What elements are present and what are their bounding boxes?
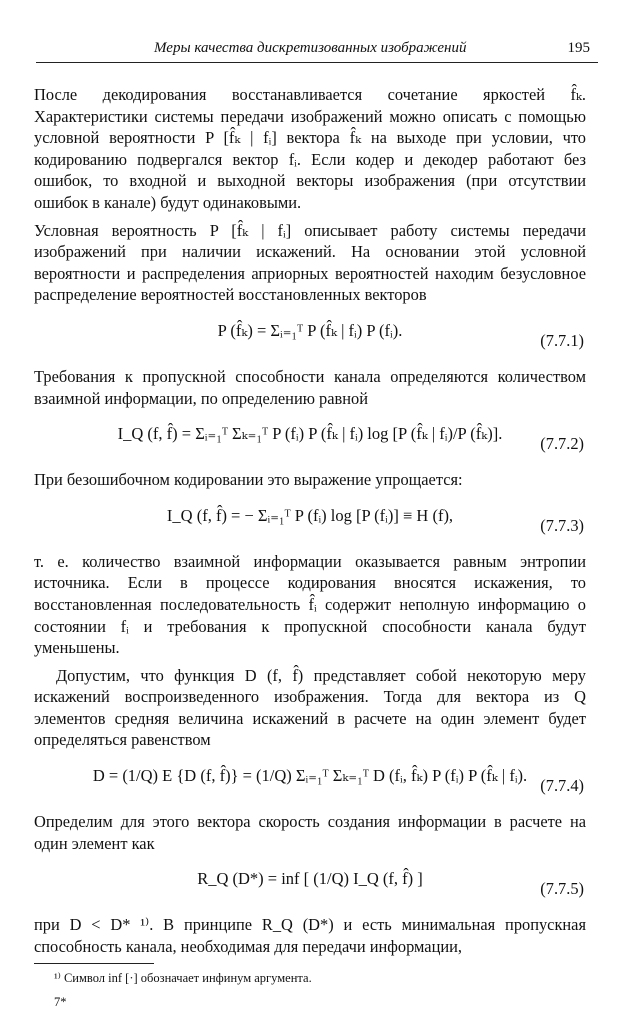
paragraph-5: т. е. количество взаимной информации оказывается равным энтропии источника. Если в процессе кодирования вносятся искажения, то восстановленная последовательность f̂ᵢ содержит неполную информацию о состоянии fᵢ и требования к пропускной способности канала будут уменьшены. bbox=[34, 551, 586, 658]
equation-7-7-1-number: (7.7.1) bbox=[540, 330, 584, 350]
equation-7-7-3 bbox=[34, 497, 586, 551]
running-title: Меры качества дискретизованных изображений bbox=[154, 40, 467, 56]
equation-7-7-2 bbox=[34, 415, 586, 469]
equation-7-7-3-number: (7.7.3) bbox=[540, 515, 584, 535]
equation-7-7-4 bbox=[34, 757, 586, 811]
equation-7-7-5 bbox=[34, 860, 586, 914]
signature-mark: 7* bbox=[54, 995, 67, 1010]
paragraph-2: Условная вероятность P [f̂ₖ | fᵢ] описывает работу системы передачи изображений при наличии искажений. На основании этой условной вероятности и распределения априорных вероятностей находим безусловное распределение вероятностей восстановленных векторов bbox=[34, 220, 586, 305]
equation-7-7-4-expression: D = (1/Q) E {D (f, f̂)} = (1/Q) Σᵢ₌₁ᵀ Σₖ₌₁ᵀ D (fᵢ, f̂ₖ) P (fᵢ) P (f̂ₖ | fᵢ). bbox=[92, 766, 528, 786]
paragraph-6: Допустим, что функция D (f, f̂) представляет собой некоторую меру искажений воспроизведенного изображения. Тогда для вектора из Q элементов средняя величина искажений в расчете на один элемент будет определяться равенством bbox=[34, 665, 586, 750]
equation-7-7-2-expression: I_Q (f, f̂) = Σᵢ₌₁ᵀ Σₖ₌₁ᵀ P (fᵢ) P (f̂ₖ | fᵢ) log [P (f̂ₖ | fᵢ)/P (f̂ₖ)]. bbox=[117, 424, 503, 444]
equation-7-7-1-expression: P (f̂ₖ) = Σᵢ₌₁ᵀ P (f̂ₖ | fᵢ) P (fᵢ). bbox=[217, 320, 403, 340]
paragraph-7: Определим для этого вектора скорость создания информации в расчете на один элемент как bbox=[34, 812, 586, 853]
equation-7-7-3-expression: I_Q (f, f̂) = − Σᵢ₌₁ᵀ P (fᵢ) log [P (fᵢ)] ≡ H (f), bbox=[166, 505, 454, 525]
equation-7-7-1 bbox=[34, 312, 586, 366]
paragraph-8: при D < D* ¹⁾. В принципе R_Q (D*) и есть минимальная пропускная способность канала, необходимая для передачи информации, bbox=[34, 915, 586, 956]
equation-7-7-5-expression: R_Q (D*) = inf [ (1/Q) I_Q (f, f̂) ] bbox=[197, 869, 423, 889]
equation-7-7-2-number: (7.7.2) bbox=[540, 434, 584, 454]
footnote: ¹⁾ Символ inf [·] обозначает инфинум аргумента. bbox=[54, 971, 312, 986]
running-header bbox=[36, 34, 598, 64]
header-rule bbox=[36, 62, 598, 63]
paragraph-4: При безошибочном кодировании это выражение упрощается: bbox=[34, 470, 463, 490]
paragraph-3: Требования к пропускной способности канала определяются количеством взаимной информации, по определению равной bbox=[34, 366, 586, 408]
paragraph-1: После декодирования восстанавливается сочетание яркостей f̂ₖ. Характеристики системы передачи изображений можно описать с помощью условной вероятности P [f̂ₖ | fᵢ] вектора f̂ₖ на выходе при условии, что кодированию подвергался вектор fᵢ. Если кодер и декодер работают без ошибок, то входной и выходной векторы изображения (при отсутствии ошибок в канале) будут одинаковыми. bbox=[34, 85, 586, 212]
footnote-rule bbox=[34, 963, 154, 964]
page-number: 195 bbox=[567, 40, 590, 56]
equation-7-7-4-number: (7.7.4) bbox=[540, 776, 584, 796]
text-body bbox=[34, 84, 586, 1014]
equation-7-7-5-number: (7.7.5) bbox=[540, 879, 584, 899]
